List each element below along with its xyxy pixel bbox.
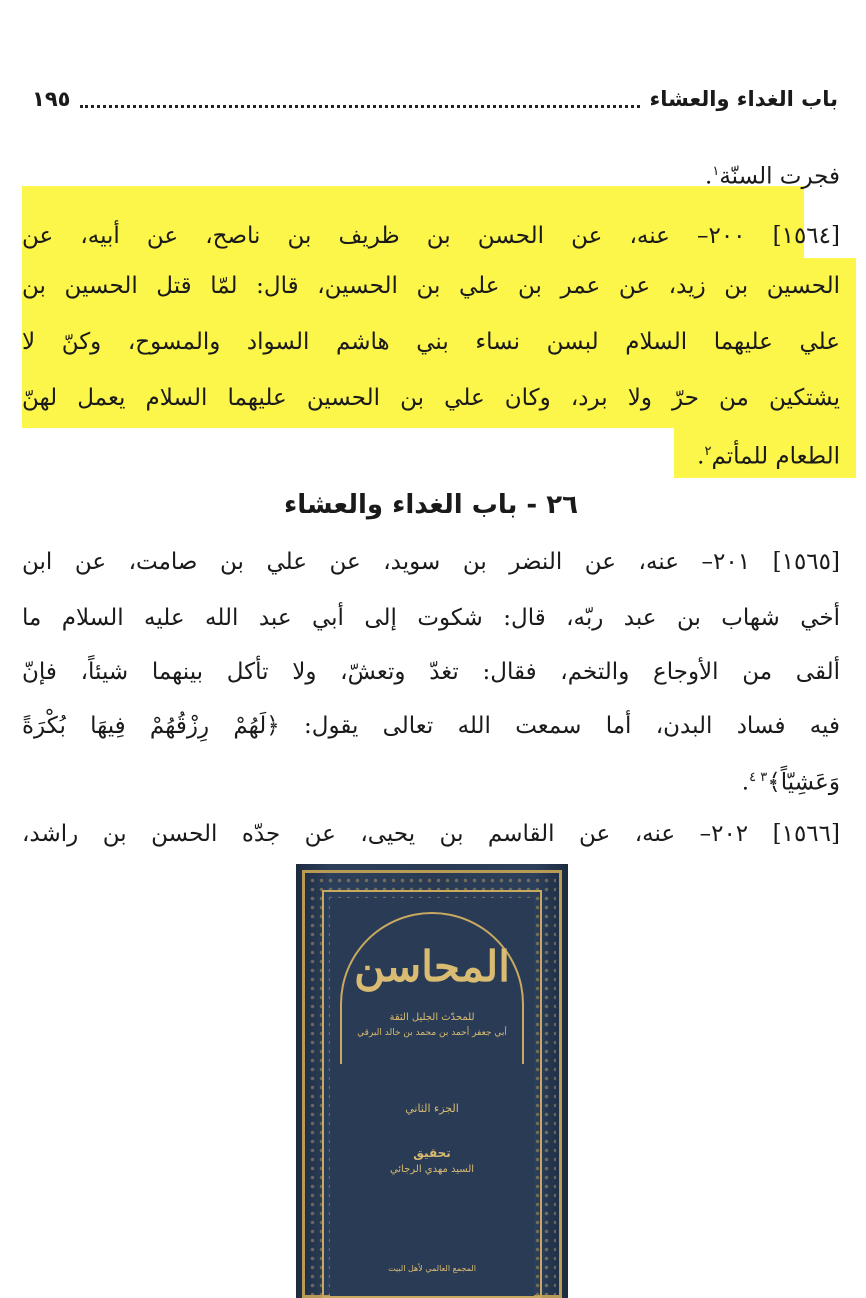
cover-volume: الجزء الثاني: [405, 1102, 459, 1115]
cover-subtitle-2: أبي جعفر أحمد بن محمد بن خالد البرقي: [357, 1028, 507, 1038]
text-line-6: الطعام للمأتم$^٢$.: [697, 443, 840, 470]
text-line-2: [١٥٦٤] ٢٠٠– عنه، عن الحسن بن ظريف بن ناصح، عن أبيه، عن: [22, 223, 840, 249]
running-header: [32, 82, 838, 116]
text-line-10: فيه فساد البدن، أما سمعت الله تعالى يقول: ﴿لَهُمْ رِزْقُهُمْ فِيهَا بُكْرَةً: [22, 713, 840, 739]
cover-title: المحاسن: [354, 942, 510, 991]
footnote-mark: ١: [712, 164, 720, 179]
footnote-mark: ٢: [704, 444, 712, 459]
leader-dots: [80, 91, 639, 108]
chapter-heading: ٢٦ - باب الغداء والعشاء: [284, 490, 578, 520]
footnote-mark: ٣ ٤: [749, 770, 768, 785]
page-number: ١٩٥: [32, 87, 71, 111]
cover-editor-label: تحقيق: [413, 1146, 451, 1160]
text-line-5: يشتكين من حرّ ولا برد، وكان علي بن الحسين عليهما السلام يعمل لهنّ: [22, 385, 840, 411]
text-line-4: علي عليهما السلام لبسن نساء بني هاشم السواد والمسوح، وكنّ لا: [22, 329, 840, 355]
text-line-3: الحسين بن زيد، عن عمر بن علي بن الحسين، قال: لمّا قتل الحسين بن: [22, 273, 840, 299]
cover-publisher: المجمع العالمي لأهل البيت: [388, 1264, 476, 1273]
book-cover-image: [296, 864, 568, 1298]
text-line-8: أخي شهاب بن عبد ربّه، قال: شكوت إلى أبي عبد الله عليه السلام ما: [22, 605, 840, 631]
text-line-11: وَعَشِيّاً﴾$^{٣ ٤}$.: [741, 769, 840, 796]
cover-editor: السيد مهدي الرجائي: [389, 1164, 475, 1175]
text-line-12: [١٥٦٦] ٢٠٢– عنه، عن القاسم بن يحيى، عن جدّه الحسن بن راشد،: [22, 821, 840, 847]
text-line-9: ألقى من الأوجاع والتخم، فقال: تغدّ وتعشّ، ولا تأكل بينهما شيئاً، فإنّ: [22, 659, 840, 685]
text-line-1: فجرت السنّة$^١$.: [705, 163, 840, 190]
cover-subtitle-1: للمحدّث الجليل الثقة: [389, 1012, 475, 1023]
running-header-title: باب الغداء والعشاء: [649, 87, 838, 111]
text-line-7: [١٥٦٥] ٢٠١– عنه، عن النضر بن سويد، عن علي بن صامت، عن ابن: [22, 549, 840, 575]
